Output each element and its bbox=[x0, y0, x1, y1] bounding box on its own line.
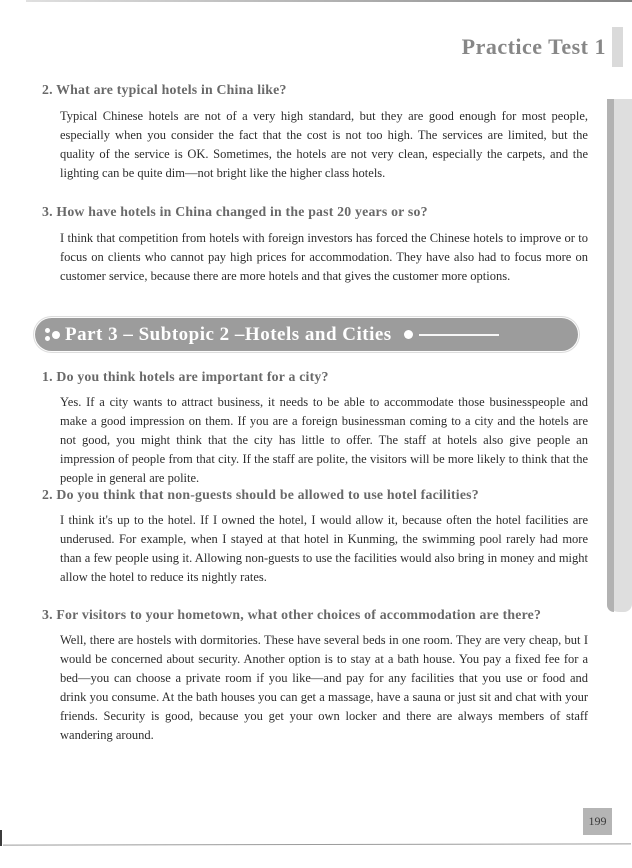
question-heading bbox=[42, 82, 590, 98]
question-heading bbox=[42, 369, 590, 385]
question-number: 3. bbox=[42, 204, 53, 219]
question-text: Do you think that non-guests should be allowed to use hotel facilities? bbox=[56, 487, 479, 502]
question-number: 2. bbox=[42, 82, 53, 97]
book-page-edge-band bbox=[607, 99, 632, 612]
section-banner bbox=[35, 318, 578, 351]
answer-paragraph: I think it's up to the hotel. If I owned the hotel, I would allow it, because often the hotel facilities are underused. For example, when I stayed at that hotel in Kunming, the swimming pool rarely had more than a few people using it. Allowing non-guests to use the facilities would also bring in money and might allow the hotel to reduce its nightly rates. bbox=[60, 513, 588, 584]
page-header-title: Practice Test 1 bbox=[461, 34, 606, 59]
banner-rule-line bbox=[419, 334, 499, 336]
section-banner-title: Part 3 – Subtopic 2 –Hotels and Cities bbox=[65, 323, 392, 345]
answer-paragraph: Yes. If a city wants to attract business, it needs to be able to accommodate those businesspeople and make a good impression on them. If you are a foreign businessman coming to a city and the hotels are not good, you might think that the city has little to offer. The staff at hotels also give people an impression of people from that city. If the staff are polite, the visitors will be more likely to think that the people in general are polite. bbox=[60, 395, 588, 485]
page-number-badge: 199 bbox=[583, 808, 612, 835]
question-text: How have hotels in China changed in the past 20 years or so? bbox=[56, 204, 428, 219]
answer-paragraph: I think that competition from hotels with foreign investors has forced the Chinese hotels to improve or to focus on clients who cannot pay high prices for accommodation. They have also had to focus more on customer service, because there are more hotels and that gives the customer more options. bbox=[60, 231, 588, 283]
question-heading bbox=[42, 487, 590, 503]
question-number: 3. bbox=[42, 607, 53, 622]
question-text: Do you think hotels are important for a city? bbox=[56, 369, 329, 384]
page-bottom-edge-line bbox=[3, 843, 631, 845]
book-page-edge-shadow bbox=[607, 99, 614, 612]
banner-bullet-icon bbox=[404, 330, 413, 339]
page-edge-mark bbox=[612, 27, 623, 67]
banner-dots-icon bbox=[44, 327, 60, 343]
scan-edge-left-tick bbox=[0, 830, 2, 846]
answer-paragraph: Typical Chinese hotels are not of a very high standard, but they are good enough for most people, especially when you consider the fact that the cost is not too high. The services are limited, but the quality of the service is OK. Sometimes, the hotels are not very clean, especially the carpets, and the lighting can be quite dim—not bright like the higher class hotels. bbox=[60, 109, 588, 180]
question-heading bbox=[42, 607, 590, 623]
question-text: For visitors to your hometown, what other choices of accommodation are there? bbox=[56, 607, 542, 622]
scan-edge-top-line bbox=[26, 0, 632, 2]
question-number: 2. bbox=[42, 487, 53, 502]
question-heading bbox=[42, 204, 590, 220]
question-text: What are typical hotels in China like? bbox=[56, 82, 287, 97]
answer-paragraph: Well, there are hostels with dormitories. These have several beds in one room. They are very cheap, but I would be concerned about security. Another option is to stay at a bath house. You pay a fixed fee for a bed—you can choose a private room if you like—and pay for any facilities that you use or food and drink you consume. At the bath houses you can get a massage, have a sauna or just sit and chat with your friends. Security is good, because you get your own locker and there are always members of staff wandering around. bbox=[60, 633, 588, 742]
question-number: 1. bbox=[42, 369, 53, 384]
